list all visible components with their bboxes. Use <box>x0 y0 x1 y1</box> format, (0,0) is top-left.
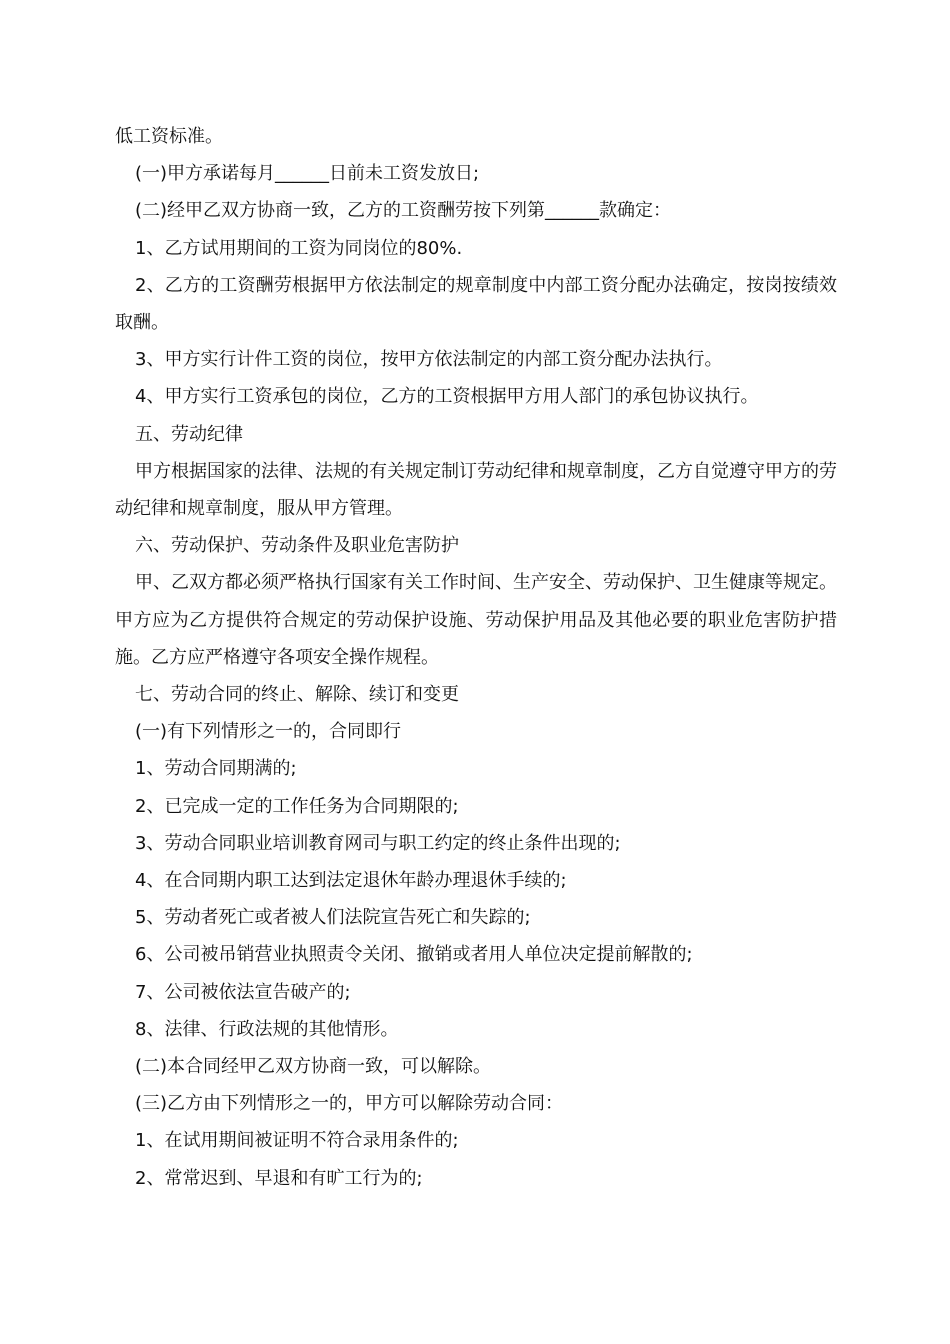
document-paragraph: 六、劳动保护、劳动条件及职业危害防护 <box>135 535 459 557</box>
document-paragraph: 2、已完成一定的工作任务为合同期限的; <box>135 795 459 817</box>
document-paragraph: 1、乙方试用期间的工资为同岗位的80%. <box>135 237 463 259</box>
document-paragraph: (三)乙方由下列情形之一的，甲方可以解除劳动合同： <box>135 1093 564 1115</box>
document-paragraph: 五、劳动纪律 <box>135 423 243 445</box>
document-paragraph: 甲、乙双方都必须严格执行国家有关工作时间、生产安全、劳动保护、卫生健康等规定。甲方应为乙方提供符合规定的劳动保护设施、劳动保护用品及其他必要的职业危害防护措施。乙方应严格遵守各项安全操作规程。 <box>115 572 837 668</box>
document-paragraph: 2、常常迟到、早退和有旷工行为的; <box>135 1167 423 1189</box>
document-paragraph: 2、乙方的工资酬劳根据甲方依法制定的规章制度中内部工资分配办法确定，按岗按绩效取酬。 <box>115 274 837 334</box>
document-paragraph: (二)本合同经甲乙双方协商一致，可以解除。 <box>135 1056 492 1078</box>
document-paragraph: 5、劳动者死亡或者被人们法院宣告死亡和失踪的; <box>135 907 531 929</box>
document-paragraph: 6、公司被吊销营业执照责令关闭、撤销或者用人单位决定提前解散的; <box>135 944 693 966</box>
document-paragraph: 七、劳动合同的终止、解除、续订和变更 <box>135 684 459 706</box>
document-paragraph: 甲方根据国家的法律、法规的有关规定制订劳动纪律和规章制度，乙方自觉遵守甲方的劳动纪律和规章制度，服从甲方管理。 <box>115 460 837 520</box>
document-paragraph: 4、在合同期内职工达到法定退休年龄办理退休手续的; <box>135 870 567 892</box>
document-paragraph: 低工资标准。 <box>115 126 223 147</box>
document-paragraph: (一)有下列情形之一的，合同即行 <box>135 721 402 743</box>
document-paragraph: (二)经甲乙双方协商一致，乙方的工资酬劳按下列第______款确定： <box>135 200 672 222</box>
document-paragraph: 8、法律、行政法规的其他情形。 <box>135 1018 399 1040</box>
document-body <box>115 118 837 1197</box>
document-paragraph: 3、甲方实行计件工资的岗位，按甲方依法制定的内部工资分配办法执行。 <box>135 349 723 371</box>
document-paragraph: 4、甲方实行工资承包的岗位，乙方的工资根据甲方用人部门的承包协议执行。 <box>135 386 759 408</box>
document-paragraph: (一)甲方承诺每月______日前未工资发放日; <box>135 163 480 185</box>
document-paragraph: 7、公司被依法宣告破产的; <box>135 981 351 1003</box>
document-paragraph: 1、劳动合同期满的; <box>135 758 297 780</box>
document-paragraph: 1、在试用期间被证明不符合录用条件的; <box>135 1130 459 1152</box>
document-paragraph: 3、劳动合同职业培训教育网司与职工约定的终止条件出现的; <box>135 832 621 854</box>
